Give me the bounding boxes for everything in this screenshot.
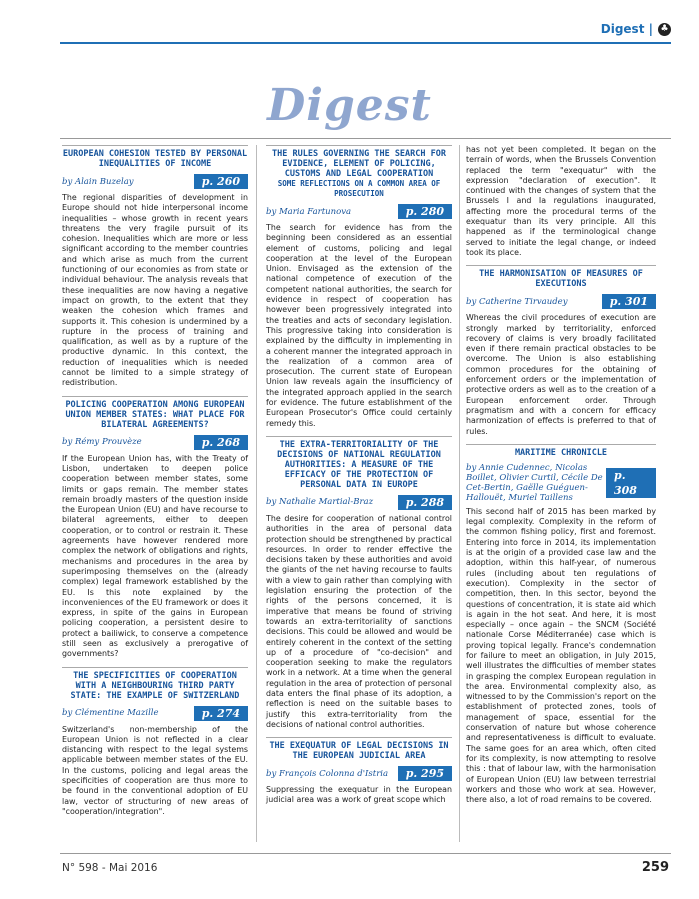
article-abstract: Whereas the civil procedures of execution are strongly marked by territoriality, enforced recovery of claims is very broadly facilitated even if there remain practical obstacles to be overcome. The Union is also establishing common procedures for the obtaining of enforcement orders or the implementation of protective orders as well as to the creation of a European enforcement order. Through pragmatism and with a concern for efficacy harmonization of effects is preferred to that of rules. [466,313,656,436]
article-heading: THE EXTRA-TERRITORIALITY OF THE DECISIONS OF NATIONAL REGULATION AUTHORITIES: A MEASURE OF THE EFFICACY OF THE PROTECTION OF PERSONAL DATA IN EUROPE [266,436,452,492]
article-abstract: The regional disparities of development in Europe should not hide interpersonal income inequalities – whose growth in recent years threatens the very fragile pursuit of its cohesion. Inequalities which are more or less significant according to the member countries and which arise as much from the current functioning of our economies as from state or individual behaviour. The analysis reveals that these inequalities are now having a negative impact on growth, to the extent that they weaken the cohesion which frames and supports it. This cohesion is undermined by a rupture in the process of training and qualification, as well as by a rupture of the productive dynamic. In this context, the reduction of inequalities which is needed cannot be limited to a simple strategy of redistribution. [62,193,248,388]
article-author: by Clémentine Mazille [62,708,159,719]
article-subheading: SOME REFLECTIONS ON A COMMON AREA OF PROSECUTION [277,179,441,198]
section-label: Digest | [600,22,653,36]
page-number: 259 [641,860,669,875]
running-header [601,22,671,36]
article-heading: EUROPEAN COHESION TESTED BY PERSONAL INEQUALITIES OF INCOME [62,145,248,171]
page-reference: p. 308 [606,468,656,498]
article [62,145,248,389]
article [266,436,452,730]
page-reference: p. 288 [398,495,452,510]
journal-logo-icon: ♣ [658,23,671,36]
column-1 [62,145,248,824]
column-3 [466,145,656,812]
article-byline [266,766,452,781]
article-author: by Rémy Prouvèze [62,437,142,448]
issue-label: N° 598 - Mai 2016 [62,862,158,874]
article [62,396,248,660]
article [266,145,452,429]
article-byline [62,435,248,450]
article-heading: THE SPECIFICITIES OF COOPERATION WITH A NEIGHBOURING THIRD PARTY STATE: THE EXAMPLE OF SWITZERLAND [62,667,248,703]
article-author: by Annie Cudennec, Nicolas Boillet, Olivier Curtil, Cécile De Cet-Bertin, Gaëlle Guéguen-Hallouët, Muriel Taillens [466,462,603,503]
article-abstract: If the European Union has, with the Treaty of Lisbon, undertaken to deepen police cooperation between member states, some limits or gaps remain. The member states remain broadly masters of the question inside the European Union (EU) and have recourse to bilateral agreements, either to deepen cooperation, or to control or restrain it. These agreements have however rendered more complex the network of obligations and rights, mechanisms and procedures in the area by superimposing themselves on the (already complex) legal framework established by the EU. Is this note explained by the inconveniences of the EU framework or does it express, in spite of the gains in European policing cooperation, a persistent desire to protect a bailiwick, to conserve a competence still seen as exclusively a prerogative of governments? [62,453,248,659]
article-heading: THE EXEQUATUR OF LEGAL DECISIONS IN THE EUROPEAN JUDICIAL AREA [266,737,452,763]
header-rule [60,42,671,44]
page-reference: p. 274 [194,706,248,721]
article-abstract: Suppressing the exequatur in the European judicial area was a work of great scope which [266,785,452,805]
article-heading: MARITIME CHRONICLE [466,444,656,460]
article-heading: POLICING COOPERATION AMONG EUROPEAN UNION MEMBER STATES: WHAT PLACE FOR BILATERAL AGREEMENTS? [62,396,248,432]
article-abstract: The desire for cooperation of national control authorities in the area of personal data protection should be strengthened by practical resources. In order to render effective the decisions taken by these authorities and avoid the giants of the net having recourse to faults with a view to gain rather than complying with legislation ensuring the protection of the rights of the persons concerned, it is imperative that means be found of striving towards an extra-territoriality of sanctions decisions. This could be allowed and would be entirely coherent in the context of the setting up of a procedure of "co-decision" and cooperation seeking to make the regulators work in a network. At a time when the general regulation in the area of protection of personal data enters the final phase of its adoption, a reflection is need on the suitable bases to justify this extra-territoriality from the decisions of national control authorities. [266,513,452,729]
column-divider [256,145,257,842]
article-abstract: This second half of 2015 has been marked by legal complexity. Complexity in the reform of the common fishing policy, first and foremost. Entering into force in 2014, its implementation is at the origin of a provided case law and the adoption, within this half-year, of numerous rules (including about ten regulations of execution). Complexity in the sector of competition, then. In this sector, beyond the questions of concentration, it is state aid which is again in the hot seat. And here, it is most especially – once again – the SNCM (Société nationale Corse Méditerranée) case which is proving topical legally. France's condemnation for failure to meet an obligation, in July 2015, well illustrates the difficulties of member states in grasping the complex European regulation in the area. Environmental complexity also, as witnessed to by the Commission's report on the establishment of protected zones, tools of management of space, essential for the conservation of nature but whose coherence and representativeness is difficult to evaluate. The same goes for an area which, often cited for its complexity, is now attempting to resolve this : that of labour law, with the harmonisation of European Union (EU) law between terrestrial workers and those who work at sea. However, there also, a lot of road remains to be covered. [466,506,656,805]
article-author: by François Colonna d'Istria [266,768,389,779]
article-byline [266,204,452,219]
article [62,667,248,818]
article-author: by Alain Buzelay [62,176,134,187]
article-byline [466,294,656,309]
article-abstract-continued: has not yet been completed. It began on the terrain of words, when the Brussels Convention replaced the term "exequatur" with the expression "declaration of execution". It continued with the changes of system that the Brussels I and Ia regulations inaugurated, affecting more the procedural terms of the exequatur than its very principle. All this happened as if the terminological change served to initiate the legal change, or indeed took its place. [466,145,656,257]
article-heading: THE HARMONISATION OF MEASURES OF EXECUTIONS [466,265,656,291]
article [466,444,656,806]
column-2 [266,145,452,813]
article [266,737,452,806]
page-reference: p. 260 [194,174,248,189]
page-reference: p. 280 [398,204,452,219]
page-reference: p. 301 [602,294,656,309]
article-author: by Nathalie Martial-Braz [266,497,374,508]
page-reference: p. 295 [398,766,452,781]
footer-rule [60,853,671,854]
article-byline [62,174,248,189]
article-byline [466,463,656,503]
page-title: Digest [267,80,432,131]
article-author: by Maria Fartunova [266,206,352,217]
article [466,265,656,437]
article-abstract: Switzerland's non-membership of the European Union is not reflected in a clear distancing with respect to the legal systems applicable between member states of the EU. In the customs, policing and legal areas the specificities of cooperation are thus more to be found in the conventional adoption of EU law, vector of structuring of new areas of "cooperation/integration". [62,724,248,816]
article-author: by Catherine Tirvaudey [466,296,568,307]
article-abstract: The search for evidence has from the beginning been considered as an essential element of customs, policing and legal cooperation at the level of the European Union. Envisaged as the extension of the national competence of execution of the competent national authorities, the search for evidence in respect of cooperation has however been progressively integrated into the treaties and acts of secondary legislation. This progressive taking into consideration is explained by the difficulty in implementing in a coherent manner the integrated approach in the realization of a common area of prosecution. The current state of European Union law reveals again the insufficiency of the integrated approach applied in the search for evidence. The future establishment of the European Prosecutor's Office could certainly remedy this. [266,223,452,428]
article-continuation [466,145,656,258]
article-byline [62,706,248,721]
page-reference: p. 268 [194,435,248,450]
article-heading: THE RULES GOVERNING THE SEARCH FOR EVIDENCE, ELEMENT OF POLICING, CUSTOMS AND LEGAL COOPERATION SOME REFLECTIONS ON A COMMON AREA OF PROSECUTION [266,145,452,201]
article-byline [266,495,452,510]
title-rule [60,138,671,139]
column-divider [459,145,460,842]
